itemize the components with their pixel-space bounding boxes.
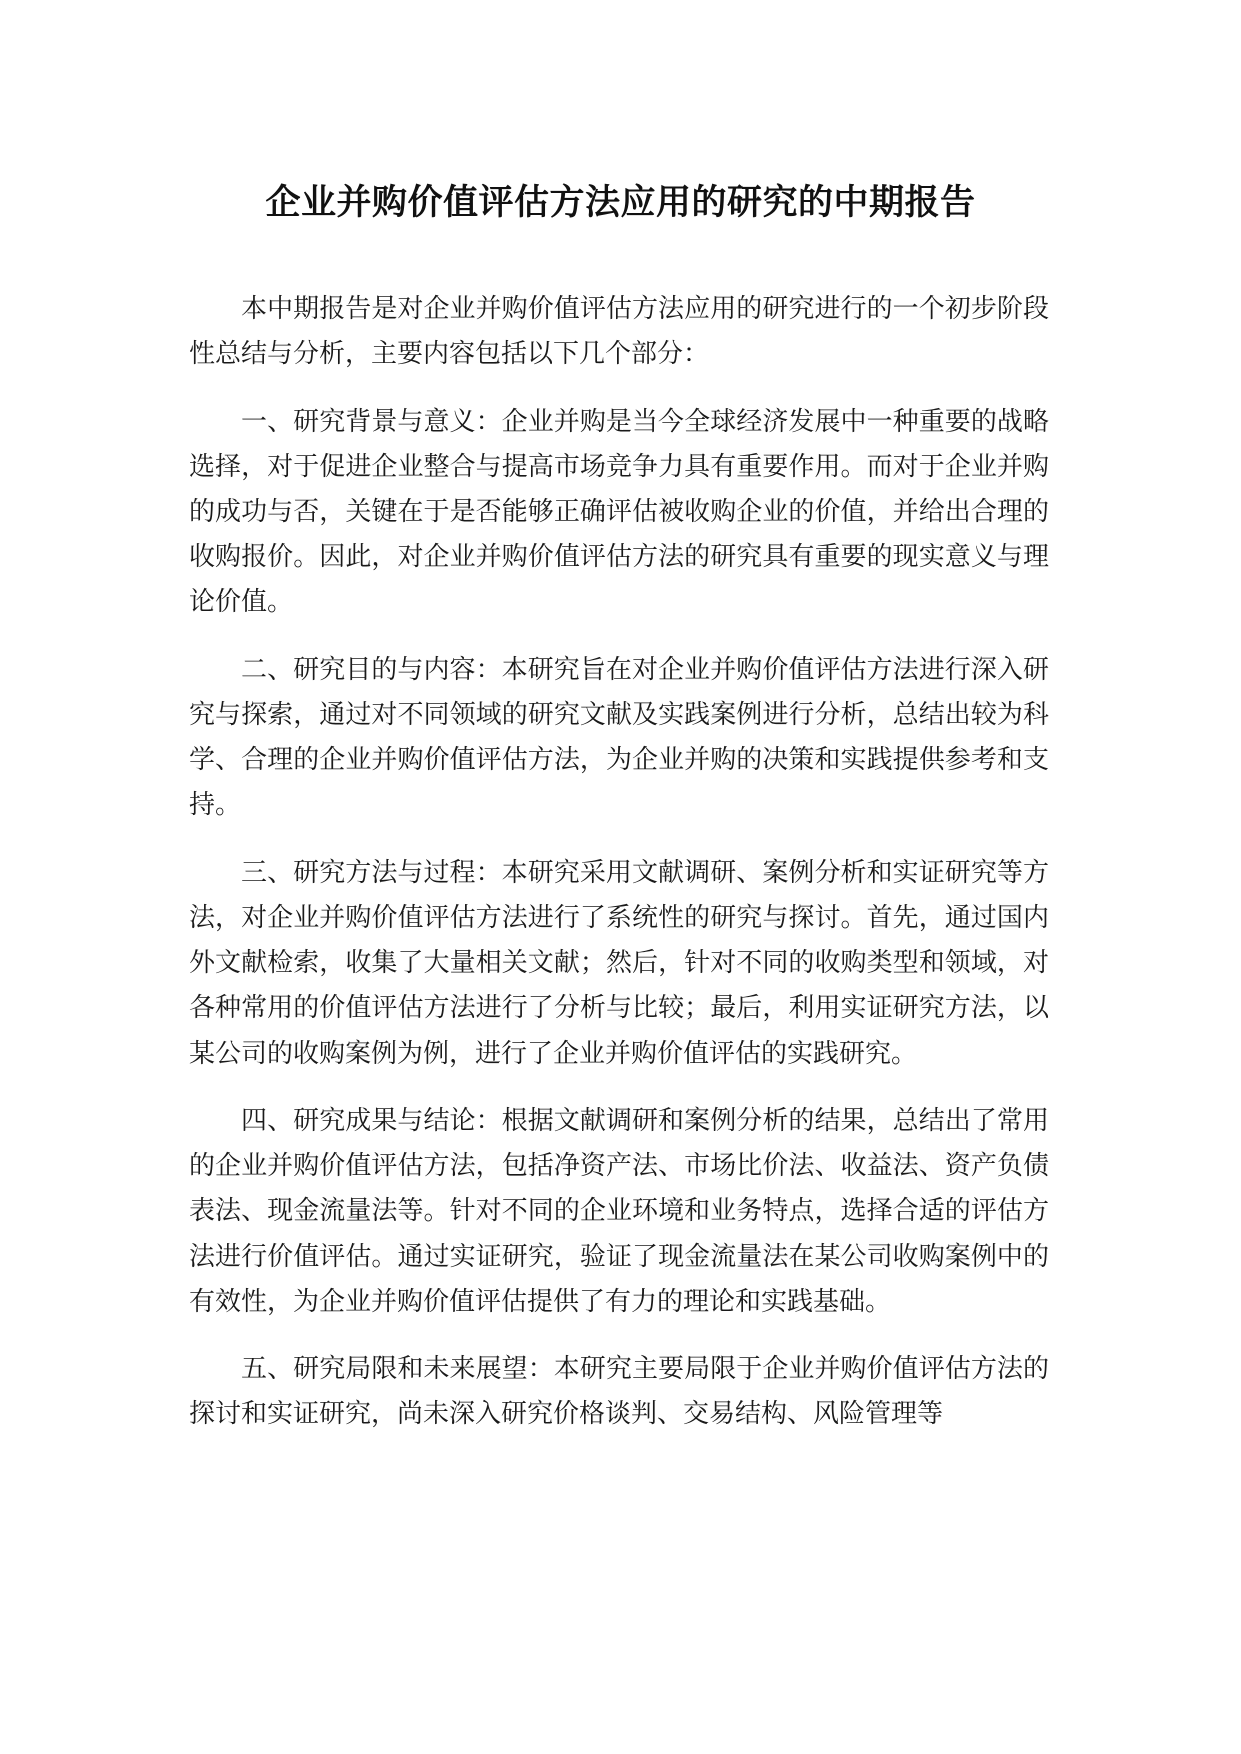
- paragraph-method: 三、研究方法与过程：本研究采用文献调研、案例分析和实证研究等方法，对企业并购价值评估方法进行了系统性的研究与探讨。首先，通过国内外文献检索，收集了大量相关文献；然后，针对不同的收购类型和领域，对各种常用的价值评估方法进行了分析与比较；最后，利用实证研究方法，以某公司的收购案例为例，进行了企业并购价值评估的实践研究。: [189, 857, 1049, 1069]
- document-body: [189, 287, 1049, 1460]
- paragraph-purpose: 二、研究目的与内容：本研究旨在对企业并购价值评估方法进行深入研究与探索，通过对不同领域的研究文献及实践案例进行分析，总结出较为科学、合理的企业并购价值评估方法，为企业并购的决策和实践提供参考和支持。: [189, 654, 1049, 821]
- document-title: 企业并购价值评估方法应用的研究的中期报告: [265, 183, 976, 223]
- paragraph-limitations: 五、研究局限和未来展望：本研究主要局限于企业并购价值评估方法的探讨和实证研究，尚未深入研究价格谈判、交易结构、风险管理等: [189, 1354, 1049, 1430]
- paragraph-results: 四、研究成果与结论：根据文献调研和案例分析的结果，总结出了常用的企业并购价值评估方法，包括净资产法、市场比价法、收益法、资产负债表法、现金流量法等。针对不同的企业环境和业务特点，选择合适的评估方法进行价值评估。通过实证研究，验证了现金流量法在某公司收购案例中的有效性，为企业并购价值评估提供了有力的理论和实践基础。: [189, 1106, 1049, 1317]
- paragraph-intro: 本中期报告是对企业并购价值评估方法应用的研究进行的一个初步阶段性总结与分析，主要内容包括以下几个部分：: [189, 294, 1049, 370]
- paragraph-background: 一、研究背景与意义：企业并购是当今全球经济发展中一种重要的战略选择，对于促进企业整合与提高市场竞争力具有重要作用。而对于企业并购的成功与否，关键在于是否能够正确评估被收购企业的价值，并给出合理的收购报价。因此，对企业并购价值评估方法的研究具有重要的现实意义与理论价值。: [189, 406, 1049, 618]
